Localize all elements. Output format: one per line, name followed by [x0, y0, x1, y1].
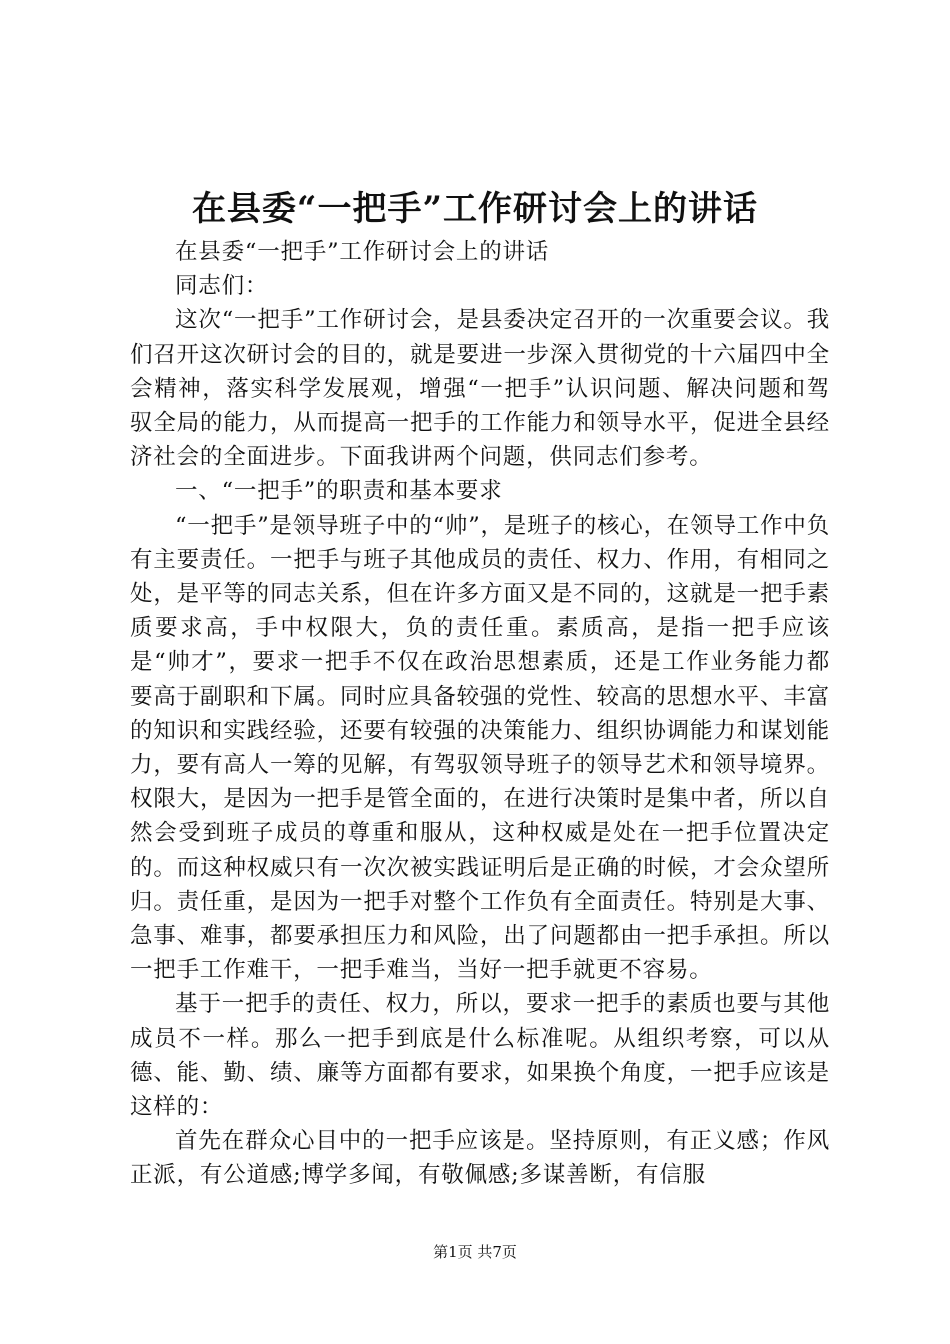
document-title: 在县委“一把手”工作研讨会上的讲话: [191, 189, 759, 229]
body-paragraph: 基于一把手的责任、权力，所以，要求一把手的素质也要与其他成员不一样。那么一把手到底是什么标准呢。从组织考察，可以从德、能、勤、绩、廉等方面都有要求，如果换个角度，一把手应该是这样的：: [130, 991, 830, 1121]
page-number: 第1页 共7页: [433, 1243, 517, 1261]
subtitle-paragraph: 在县委“一把手”工作研讨会上的讲话: [175, 239, 550, 265]
salutation-paragraph: 同志们：: [175, 273, 269, 300]
body-paragraph: 这次“一把手”工作研讨会，是县委决定召开的一次重要会议。我们召开这次研讨会的目的，就是要进一步深入贯彻党的十六届四中全会精神，落实科学发展观，增强“一把手”认识问题、解决问题和驾驭全局的能力，从而提高一把手的工作能力和领导水平，促进全县经济社会的全面进步。下面我讲两个问题，供同志们参考。: [130, 307, 830, 471]
document-body: [130, 235, 830, 1193]
section-heading: 一、“一把手”的职责和基本要求: [175, 478, 503, 505]
body-paragraph: “一把手”是领导班子中的“帅”，是班子的核心，在领导工作中负有主要责任。一把手与班子其他成员的责任、权力、作用，有相同之处，是平等的同志关系，但在许多方面又是不同的，这就是一把手素质要求高，手中权限大，负的责任重。素质高，是指一把手应该是“帅才”，要求一把手不仅在政治思想素质，还是工作业务能力都要高于副职和下属。同时应具备较强的党性、较高的思想水平、丰富的知识和实践经验，还要有较强的决策能力、组织协调能力和谋划能力，要有高人一筹的见解，有驾驭领导班子的领导艺术和领导境界。权限大，是因为一把手是管全面的，在进行决策时是集中者，所以自然会受到班子成员的尊重和服从，这种权威是处在一把手位置决定的。而这种权威只有一次次被实践证明后是正确的时候，才会众望所归。责任重，是因为一把手对整个工作负有全面责任。特别是大事、急事、难事，都要承担压力和风险，出了问题都由一把手承担。所以一把手工作难干，一把手难当，当好一把手就更不容易。: [130, 512, 831, 984]
body-paragraph: 首先在群众心目中的一把手应该是。坚持原则，有正义感；作风正派，有公道感;博学多闻，有敬佩感;多谋善断，有信服: [130, 1128, 830, 1189]
